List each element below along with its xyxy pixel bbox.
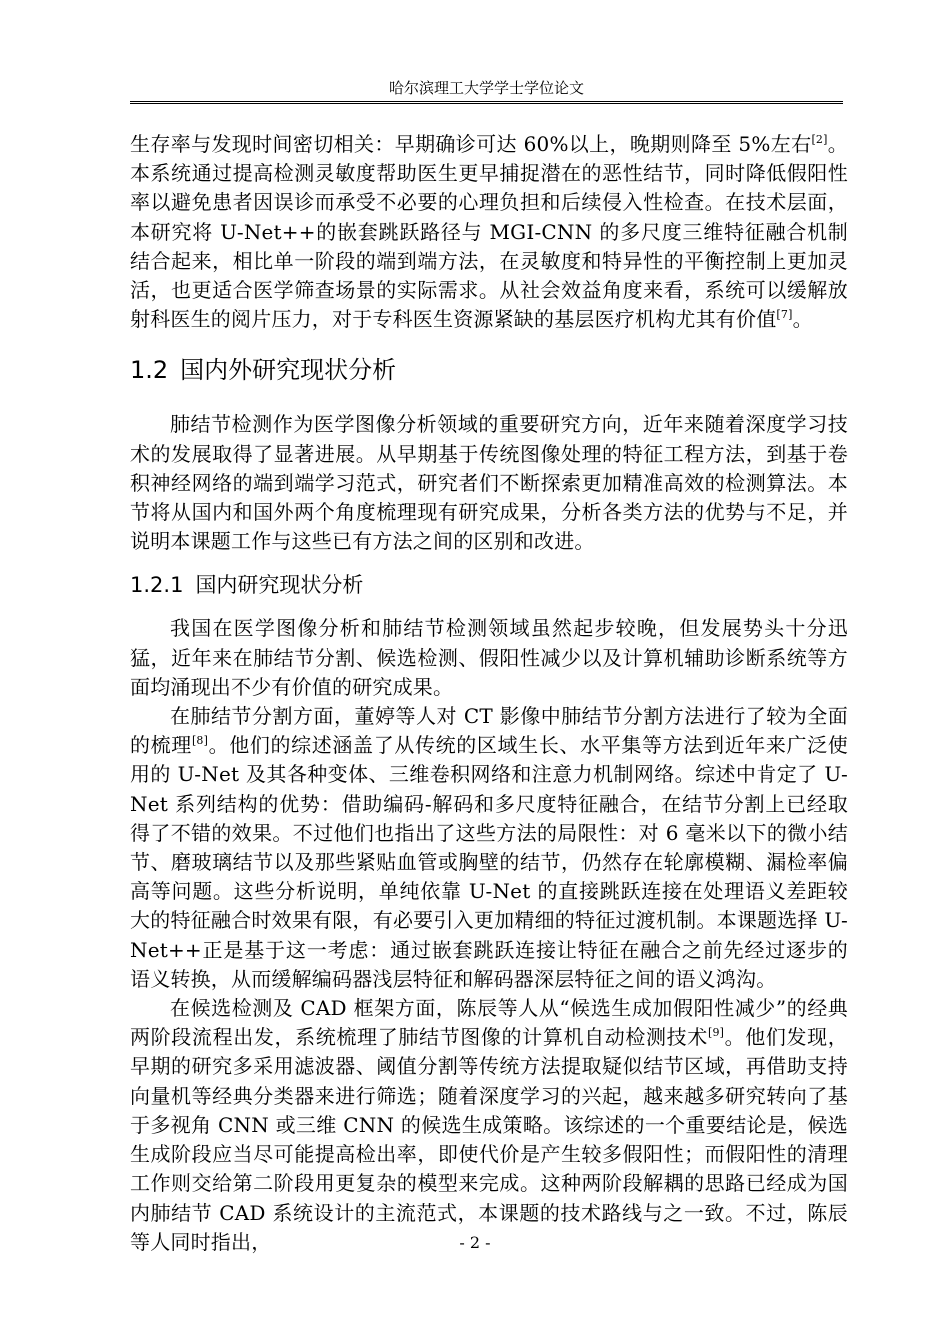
intro-text-end: 。 [792, 307, 813, 332]
subsection-heading-1-2-1 [130, 567, 848, 603]
para3-text-continued: 。他们发现，早期的研究多采用滤波器、阈值分割等传统方法提取疑似结节区域，再借助支持向量机等经典分类器来进行筛选；随着深度学习的兴起，越来越多研究转向了基于多视角 CNN 或三维 CNN 的候选生成策略。该综述的一个重要结论是，候选生成阶段应当尽可能提高检出率，即使代价是产生较多假阳性；而假阳性的清理工作则交给第二阶段用更复杂的模型来完成。这种两阶段解耦的思路已经成为国内肺结节 CAD 系统设计的主流范式，本课题的技术路线与之一致。不过，陈辰等人同时指出， [130, 1025, 848, 1254]
page-body [130, 130, 848, 1257]
citation-8: [8] [191, 734, 209, 748]
subsection-paragraph-2 [130, 702, 848, 994]
para2-text: 在肺结节分割方面，董婷等人对 CT 影像中肺结节分割方法进行了较为全面的梳理 [130, 704, 848, 758]
header-rule [130, 101, 843, 104]
section-1-2-paragraph: 肺结节检测作为医学图像分析领域的重要研究方向，近年来随着深度学习技术的发展取得了显著进展。从早期基于传统图像处理的特征工程方法，到基于卷积神经网络的端到端学习范式，研究者们不断探索更加精准高效的检测算法。本节将从国内和国外两个角度梳理现有研究成果，分析各类方法的优势与不足，并说明本课题工作与这些已有方法之间的区别和改进。 [130, 412, 848, 554]
intro-paragraph [130, 130, 848, 334]
citation-9: [9] [707, 1026, 725, 1040]
section-heading-1-2 [130, 350, 848, 390]
subsection-paragraph-1: 我国在医学图像分析和肺结节检测领域虽然起步较晚，但发展势头十分迅猛，近年来在肺结节分割、候选检测、假阳性减少以及计算机辅助诊断系统等方面均涌现出不少有价值的研究成果。 [130, 616, 848, 699]
subsection-paragraph-3 [130, 994, 848, 1257]
intro-text: 生存率与发现时间密切相关：早期确诊可达 60%以上，晚期则降至 5%左右 [130, 132, 812, 156]
para2-text-continued: 。他们的综述涵盖了从传统的区域生长、水平集等方法到近年来广泛使用的 U-Net 及其各种变体、三维卷积网络和注意力机制网络。综述中肯定了 U-Net 系列结构的优势：借助编码-解码和多尺度特征融合，在结节分割上已经取得了不错的效果。不过他们也指出了这些方法的局限性：对 6 毫米以下的微小结节、磨玻璃结节以及那些紧贴血管或胸壁的结节，仍然存在轮廓模糊、漏检率偏高等问题。这些分析说明，单纯依靠 U-Net 的直接跳跃连接在处理语义差距较大的特征融合时效果有限，有必要引入更加精细的特征过渡机制。本课题选择 U-Net++正是基于这一考虑：通过嵌套跳跃连接让特征在融合之前先经过逐步的语义转换，从而缓解编码器浅层特征和解码器深层特征之间的语义鸿沟。 [130, 733, 849, 991]
section-number: 1.2 [130, 356, 169, 385]
intro-text-continued: 。本系统通过提高检测灵敏度帮助医生更早捕捉潜在的恶性结节，同时降低假阳性率以避免患者因误诊而承受不必要的心理负担和后续侵入性检查。在技术层面，本研究将 U-Net++的嵌套跳跃路径与 MGI-CNN 的多尺度三维特征融合机制结合起来，相比单一阶段的端到端方法，在灵敏度和特异性的平衡控制上更加灵活，也更适合医学筛查场景的实际需求。从社会效益角度来看，系统可以缓解放射科医生的阅片压力，对于专科医生资源紧缺的基层医疗机构尤其有价值 [130, 132, 848, 332]
subsection-number: 1.2.1 [130, 573, 184, 598]
para3-text: 在候选检测及 CAD 框架方面，陈辰等人从“候选生成加假阳性减少”的经典两阶段流程出发，系统梳理了肺结节图像的计算机自动检测技术 [130, 996, 848, 1050]
section-title: 国内外研究现状分析 [180, 356, 397, 385]
subsection-title: 国内研究现状分析 [195, 573, 364, 598]
citation-2: [2] [811, 133, 828, 146]
page-number: - 2 - [459, 1233, 491, 1252]
citation-7: [7] [776, 308, 793, 322]
running-header: 哈尔滨理工大学学士学位论文 [388, 79, 584, 97]
